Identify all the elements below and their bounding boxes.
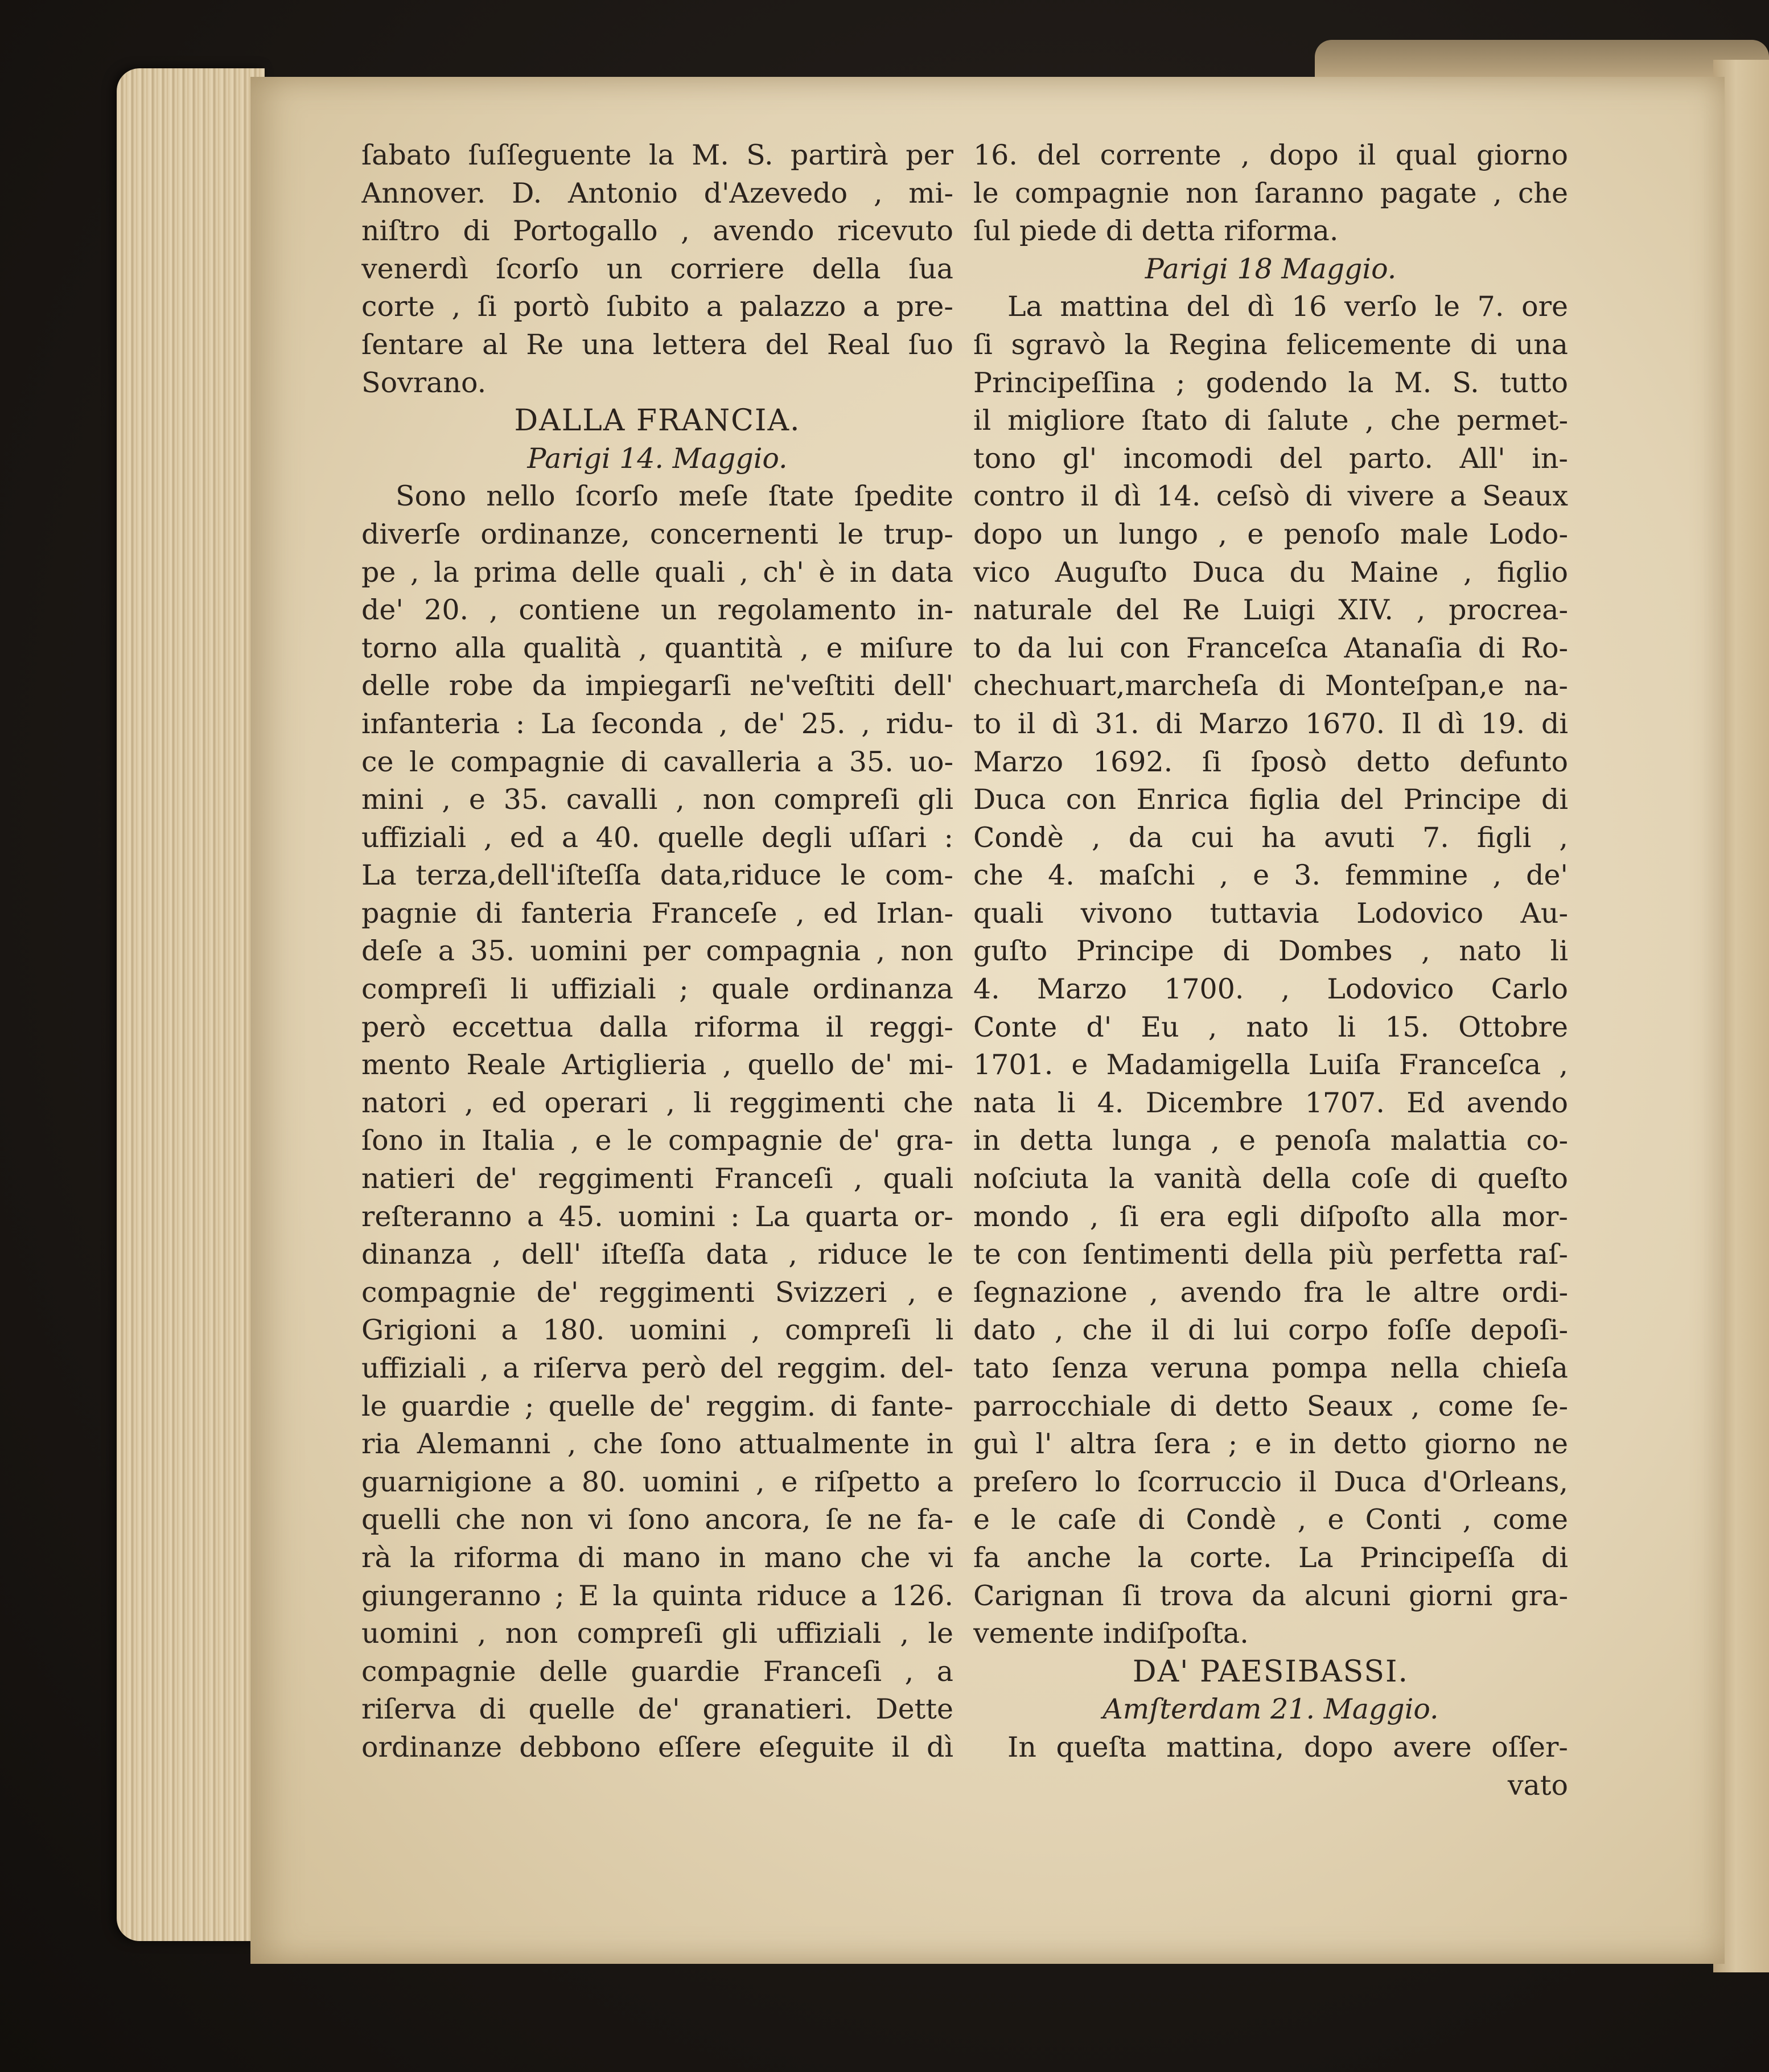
left-column-text-line: La terza,dell'iſteſſa data,riduce le com- <box>361 859 953 892</box>
right-column-text-line: guì l' altra ſera ; e in detto giorno ne <box>973 1428 1568 1461</box>
right-column-text-line: contro il dì 14. ceſsò di vivere a Seaux <box>973 480 1568 513</box>
right-column-text-line: noſciuta la vanità della coſe di queſto <box>973 1162 1568 1195</box>
right-column-text-line: vemente indiſpoſta. <box>973 1617 1249 1650</box>
right-column-dateline: Amſterdam 21. Maggio. <box>1102 1693 1439 1726</box>
left-column-text-line: de' 20. , contiene un regolamento in- <box>361 594 953 627</box>
right-column-text-line: La mattina del dì 16 verſo le 7. ore <box>1007 290 1568 323</box>
left-column-text-line: ſono in Italia , e le compagnie de' gra- <box>361 1124 953 1157</box>
left-column-text-line: però eccettua dalla riforma il reggi- <box>361 1010 953 1043</box>
left-column-text-line: venerdì ſcorſo un corriere della ſua <box>361 252 953 285</box>
right-column-text-line: te con ſentimenti della più perfetta raſ- <box>973 1238 1568 1271</box>
left-column-text-line: deſe a 35. uomini per compagnia , non <box>361 935 953 968</box>
left-column-text-line: torno alla qualità , quantità , e miſure <box>361 631 953 664</box>
right-column-section-heading: DA' PAESIBASSI. <box>1132 1654 1409 1689</box>
left-column-text-line: dinanza , dell' iſteſſa data , riduce le <box>361 1238 953 1271</box>
right-column-text-line: tono gl' incomodi del parto. All' in- <box>973 442 1568 475</box>
left-column-text-line: natori , ed operari , li reggimenti che <box>361 1086 953 1119</box>
right-column-text-line: fa anche la corte. La Principeſſa di <box>973 1541 1568 1574</box>
left-column-text-line: ce le compagnie di cavalleria a 35. uo- <box>361 745 953 778</box>
left-column-text-line: corte , ſi portò ſubito a palazzo a pre- <box>361 290 953 323</box>
left-column-text-line: ordinanze debbono eſſere eſeguite il dì <box>361 1730 953 1763</box>
right-column-text-line: mondo , ſi era egli diſpoſto alla mor- <box>973 1200 1568 1233</box>
right-column-text-line: dato , che il di lui corpo foſſe depoſi- <box>973 1314 1568 1347</box>
left-column-text-line: ſentare al Re una lettera del Real ſuo <box>361 328 953 361</box>
left-column-text-line: guarnigione a 80. uomini , e riſpetto a <box>361 1465 953 1498</box>
right-column-text-line: Carignan ſi trova da alcuni giorni gra- <box>973 1579 1568 1612</box>
right-column-text-line: dopo un lungo , e penoſo male Lodo- <box>973 517 1568 550</box>
left-column-text-line: diverſe ordinanze, concernenti le trup- <box>361 517 953 550</box>
left-column-text-line: infanteria : La ſeconda , de' 25. , ridu- <box>361 707 953 740</box>
right-column-text-line: che 4. maſchi , e 3. femmine , de' <box>973 859 1568 892</box>
right-text-column <box>973 137 1568 1804</box>
left-column-text-line: rà la riforma di mano in mano che vi <box>361 1541 953 1574</box>
right-column-text-line: 1701. e Madamigella Luiſa Franceſca , <box>973 1049 1568 1082</box>
left-column-text-line: mento Reale Artiglieria , quello de' mi- <box>361 1049 953 1082</box>
left-column-text-line: ſabato ſuſſeguente la M. S. partirà per <box>361 139 953 171</box>
left-column-text-line: Grigioni a 180. uomini , compreſi li <box>361 1314 953 1347</box>
left-column-text-line: mini , e 35. cavalli , non compreſi gli <box>361 783 953 816</box>
left-column-text-line: ria Alemanni , che ſono attualmente in <box>361 1428 953 1461</box>
left-column-text-line: uffiziali , a riſerva però del reggim. del- <box>361 1352 953 1384</box>
left-column-text-line: quelli che non vi ſono ancora, ſe ne fa- <box>361 1503 953 1536</box>
right-column-text-line: tato ſenza veruna pompa nella chieſa <box>973 1352 1568 1384</box>
right-column-catchword: vato <box>1507 1769 1568 1802</box>
right-column-text-line: to il dì 31. di Marzo 1670. Il dì 19. di <box>973 707 1568 740</box>
left-column-text-line: le guardie ; quelle de' reggim. di fante- <box>361 1389 953 1423</box>
right-column-text-line: Condè , da cui ha avuti 7. figli , <box>973 821 1568 854</box>
right-column-text-line: ſegnazione , avendo fra le altre ordi- <box>973 1276 1568 1309</box>
left-column-text-line: Sovrano. <box>361 366 487 399</box>
right-column-text-line: vico Auguſto Duca du Maine , figlio <box>973 556 1568 589</box>
right-column-text-line: ſul piede di detta riforma. <box>973 215 1339 248</box>
left-column-text-line: compagnie de' reggimenti Svizzeri , e <box>361 1276 953 1309</box>
right-column-text-line: naturale del Re Luigi XIV. , procrea- <box>973 594 1568 627</box>
left-column-text-line: natieri de' reggimenti Franceſi , quali <box>361 1162 953 1195</box>
right-column-text-line: to da lui con Franceſca Atanaſia di Ro- <box>973 631 1568 664</box>
right-column-text-line: nata li 4. Dicembre 1707. Ed avendo <box>973 1086 1568 1119</box>
right-column-text-line: preſero lo ſcorruccio il Duca d'Orleans, <box>973 1465 1568 1498</box>
left-column-text-line: uomini , non compreſi gli uffiziali , le <box>361 1617 953 1650</box>
right-column-text-line: parrocchiale di detto Seaux , come ſe- <box>973 1389 1568 1423</box>
right-column-text-line: quali vivono tuttavia Lodovico Au- <box>973 897 1568 930</box>
right-column-text-line: chechuart,marcheſa di Monteſpan,e na- <box>973 669 1568 702</box>
left-column-text-line: niſtro di Portogallo , avendo ricevuto <box>361 215 953 248</box>
left-text-column <box>361 137 953 1767</box>
right-column-text-line: In queſta mattina, dopo avere oſſer- <box>1007 1730 1568 1763</box>
right-column-text-line: e le caſe di Condè , e Conti , come <box>973 1503 1568 1536</box>
right-column-text-line: ſi sgravò la Regina felicemente di una <box>973 328 1568 361</box>
left-column-text-line: pe , la prima delle quali , ch' è in data <box>361 556 953 589</box>
right-column-text-line: Marzo 1692. ſi ſposò detto defunto <box>973 745 1568 778</box>
right-column-text-line: in detta lunga , e penoſa malattia co- <box>973 1124 1568 1157</box>
left-column-text-line: pagnie di fanteria Franceſe , ed Irlan- <box>361 897 953 930</box>
right-column-text-line: le compagnie non ſaranno pagate , che <box>973 176 1568 209</box>
left-column-text-line: delle robe da impiegarſi ne'veſtiti dell' <box>361 669 953 702</box>
left-column-section-heading: DALLA FRANCIA. <box>514 404 801 438</box>
left-column-dateline: Parigi 14. Maggio. <box>527 442 788 475</box>
left-column-text-line: Sono nello ſcorſo meſe ſtate ſpedite <box>396 480 953 513</box>
right-column-text-line: Principeſſina ; godendo la M. S. tutto <box>973 366 1568 399</box>
left-column-text-line: giungeranno ; E la quinta riduce a 126. <box>361 1579 953 1612</box>
left-column-text-line: uffiziali , ed a 40. quelle degli uſſari : <box>361 821 953 854</box>
left-column-text-line: riſerva di quelle de' granatieri. Dette <box>361 1693 953 1726</box>
right-column-text-line: 16. del corrente , dopo il qual giorno <box>973 139 1568 171</box>
right-column-text-line: il migliore ſtato di ſalute , che permet- <box>973 404 1568 437</box>
right-column-text-line: 4. Marzo 1700. , Lodovico Carlo <box>973 973 1568 1006</box>
right-column-text-line: Duca con Enrica figlia del Principe di <box>973 783 1568 816</box>
right-column-text-line: guſto Principe di Dombes , nato li <box>973 935 1568 968</box>
right-column-dateline: Parigi 18 Maggio. <box>1145 252 1397 285</box>
right-column-text-line: Conte d' Eu , nato li 15. Ottobre <box>973 1010 1568 1043</box>
left-column-text-line: Annover. D. Antonio d'Azevedo , mi- <box>361 176 953 209</box>
left-column-text-line: compreſi li uffiziali ; quale ordinanza <box>361 973 953 1006</box>
left-column-text-line: reſteranno a 45. uomini : La quarta or- <box>361 1200 953 1233</box>
book-page-edges <box>117 68 265 1941</box>
left-column-text-line: compagnie delle guardie Franceſi , a <box>361 1655 953 1688</box>
